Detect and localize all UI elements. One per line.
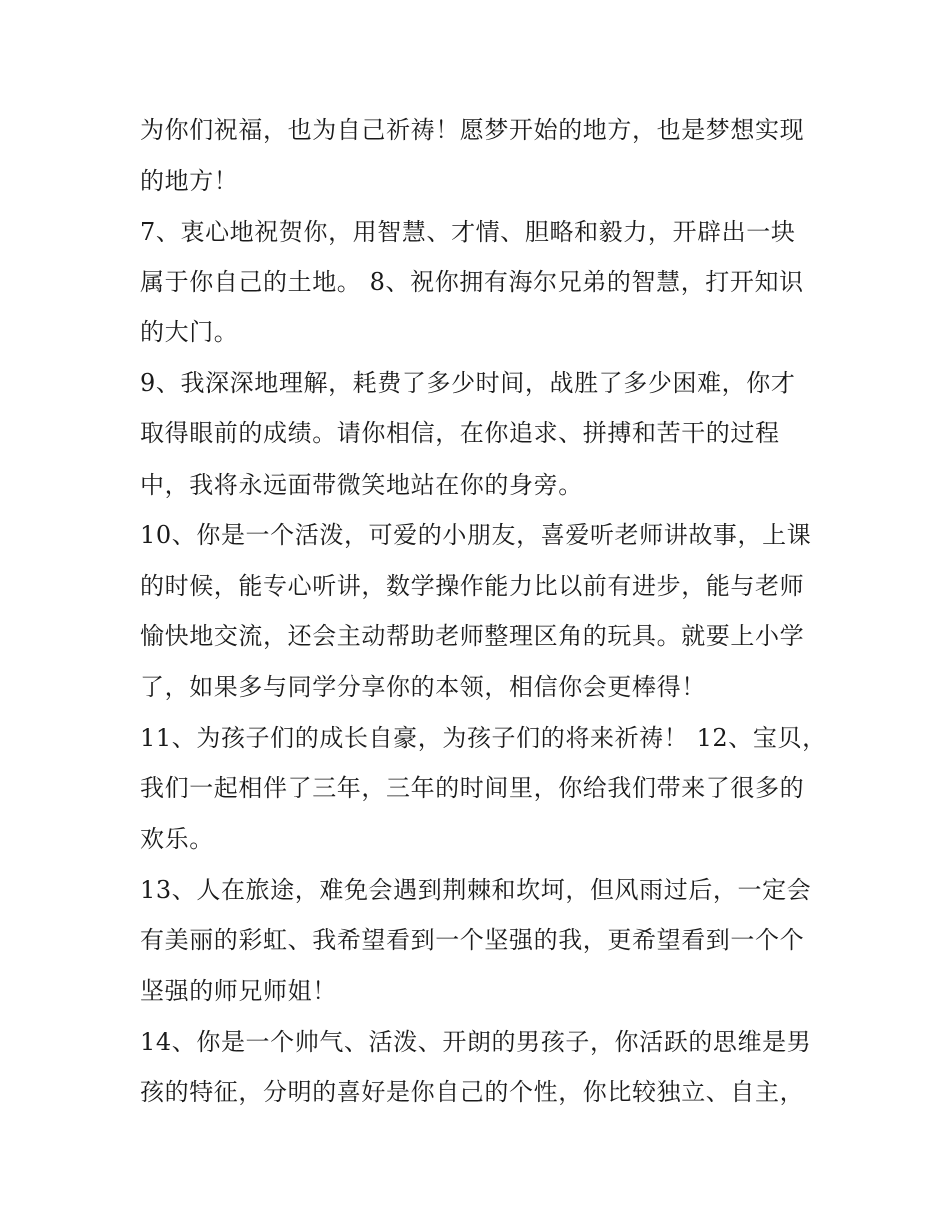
text-line: 11、为孩子们的成长自豪，为孩子们的将来祈祷！ 12、宝贝， bbox=[140, 724, 827, 752]
text-line: 为你们祝福，也为自己祈祷！愿梦开始的地方，也是梦想实现 bbox=[140, 116, 805, 144]
text-line: 取得眼前的成绩。请你相信，在你追求、拼搏和苦干的过程 bbox=[140, 419, 780, 447]
text-line: 的大门。 bbox=[140, 318, 239, 346]
text-line: 10、你是一个活泼，可爱的小朋友，喜爱听老师讲故事，上课 bbox=[140, 521, 812, 549]
text-line: 13、人在旅途，难免会遇到荆棘和坎坷，但风雨过后，一定会 bbox=[140, 876, 812, 904]
text-line: 中，我将永远面带微笑地站在你的身旁。 bbox=[140, 471, 583, 499]
text-line: 坚强的师兄师姐！ bbox=[140, 977, 337, 1005]
text-line: 孩的特征，分明的喜好是你自己的个性，你比较独立、自主， bbox=[140, 1078, 805, 1106]
text-line: 9、我深深地理解，耗费了多少时间，战胜了多少困难，你才 bbox=[140, 369, 796, 397]
text-line: 我们一起相伴了三年，三年的时间里，你给我们带来了很多的 bbox=[140, 774, 805, 802]
text-line: 的地方！ bbox=[140, 167, 239, 195]
text-line: 有美丽的彩虹、我希望看到一个坚强的我，更希望看到一个个 bbox=[140, 926, 805, 954]
text-line: 的时候，能专心听讲，数学操作能力比以前有进步，能与老师 bbox=[140, 572, 805, 600]
text-line: 7、衷心地祝贺你，用智慧、才情、胆略和毅力，开辟出一块 bbox=[140, 218, 796, 246]
text-line: 愉快地交流，还会主动帮助老师整理区角的玩具。就要上小学 bbox=[140, 622, 805, 650]
text-line: 了，如果多与同学分享你的本领，相信你会更棒得！ bbox=[140, 673, 706, 701]
text-line: 14、你是一个帅气、活泼、开朗的男孩子，你活跃的思维是男 bbox=[140, 1028, 812, 1056]
text-line: 属于你自己的土地。 8、祝你拥有海尔兄弟的智慧，打开知识 bbox=[140, 268, 804, 296]
text-line: 欢乐。 bbox=[140, 825, 214, 853]
